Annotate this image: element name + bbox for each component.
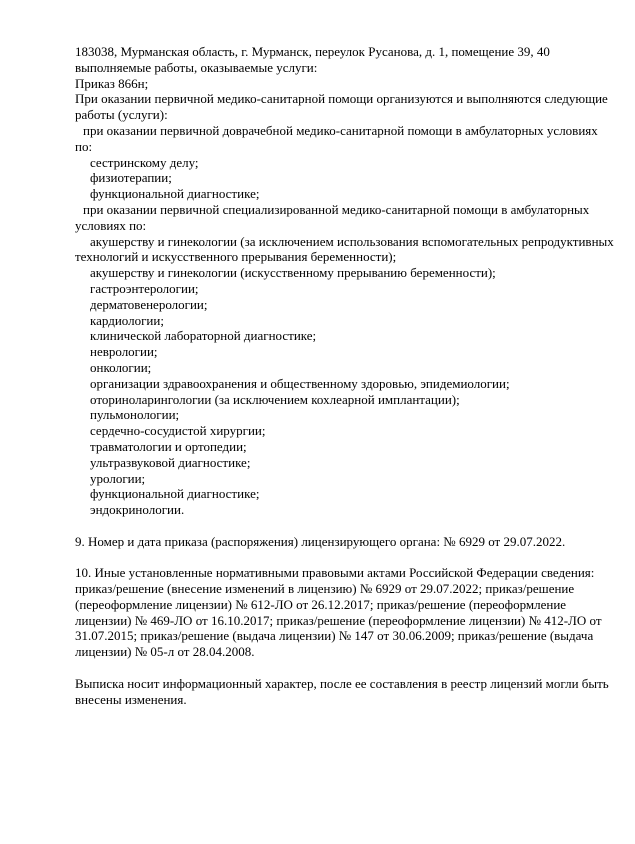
document-line: организации здравоохранения и общественному здоровью, эпидемиологии; [90, 375, 510, 391]
document-line: гастроэнтерологии; [90, 280, 199, 296]
document-body [75, 44, 614, 707]
document-line: клинической лабораторной диагностике; [90, 328, 317, 344]
document-line: сердечно-сосудистой хирургии; [90, 423, 266, 439]
document-line: неврологии; [90, 344, 158, 360]
other-information-block [75, 565, 602, 660]
document-line: лицензии) № 05-л от 28.04.2008. [75, 644, 255, 660]
document-line: ультразвуковой диагностике; [90, 454, 251, 470]
document-line: 9. Номер и дата приказа (распоряжения) лицензирующего органа: № 6929 от 29.07.2022. [75, 533, 566, 549]
document-line: условиях по: [75, 217, 147, 233]
disclaimer-block [75, 675, 609, 708]
works-and-services-block [75, 44, 614, 518]
document-line: лицензии) № 469-ЛО от 16.10.2017; приказ/решение (переоформление лицензии) № 412-ЛО от [75, 612, 602, 628]
document-line: Выписка носит информационный характер, после ее составления в реестр лицензий могли быть [75, 675, 609, 691]
document-line: работы (услуги): [75, 107, 168, 123]
document-line: выполняемые работы, оказываемые услуги: [75, 59, 318, 75]
document-line: (переоформление лицензии) № 612-ЛО от 26.12.2017; приказ/решение (переоформление [75, 596, 567, 612]
document-line: по: [75, 138, 93, 154]
document-line: физиотерапии; [90, 170, 172, 186]
document-line: пульмонологии; [90, 407, 180, 423]
document-line: функциональной диагностике; [90, 486, 260, 502]
document-line: урологии; [90, 470, 146, 486]
document-line: функциональной диагностике; [90, 186, 260, 202]
order-number-block [75, 534, 595, 550]
document-line: оториноларингологии (за исключением кохлеарной имплантации); [90, 391, 460, 407]
document-line: приказ/решение (внесение изменений в лицензию) № 6929 от 29.07.2022; приказ/решение [75, 581, 575, 597]
document-line: онкологии; [90, 359, 152, 375]
document-line: 31.07.2015; приказ/решение (выдача лицензии) № 147 от 30.06.2009; приказ/решение (выдача [75, 628, 594, 644]
document-line: кардиологии; [90, 312, 164, 328]
document-line: акушерству и гинекологии (искусственному прерыванию беременности); [90, 265, 496, 281]
document-line: сестринскому делу; [90, 154, 199, 170]
document-line: Приказ 866н; [75, 75, 149, 91]
document-line: травматологии и ортопедии; [90, 438, 247, 454]
document-line: при оказании первичной доврачебной медико-санитарной помощи в амбулаторных условиях [83, 122, 598, 138]
document-line: 10. Иные установленные нормативными правовыми актами Российской Федерации сведения: [75, 565, 595, 581]
document-line: дерматовенерологии; [90, 296, 208, 312]
document-line: эндокринологии. [90, 502, 185, 518]
document-line: акушерству и гинекологии (за исключением использования вспомогательных репродуктивных [90, 233, 614, 249]
document-line: При оказании первичной медико-санитарной помощи организуются и выполняются следующие [75, 91, 608, 107]
document-line: внесены изменения. [75, 691, 187, 707]
document-line: технологий и искусственного прерывания беременности); [75, 249, 397, 265]
document-line: 183038, Мурманская область, г. Мурманск, переулок Русанова, д. 1, помещение 39, 40 [75, 44, 550, 59]
document-line: при оказании первичной специализированной медико-санитарной помощи в амбулаторных [83, 201, 590, 217]
